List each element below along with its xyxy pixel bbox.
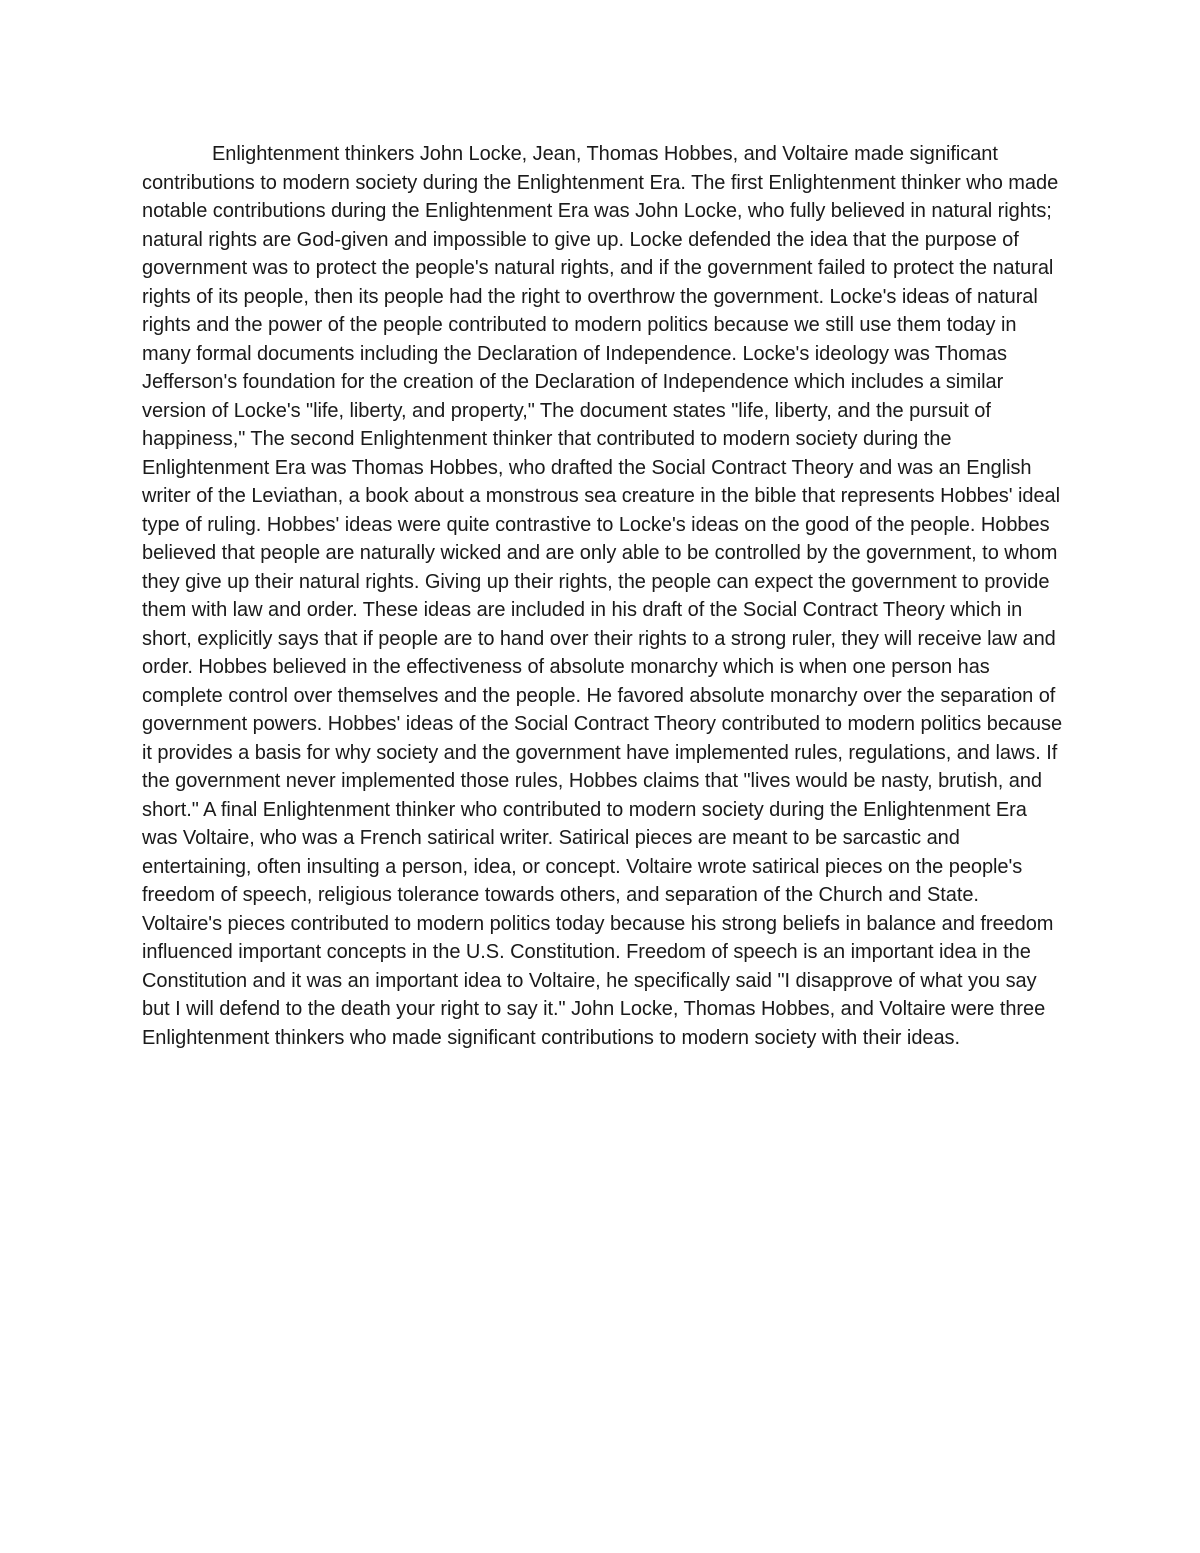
essay-paragraph: Enlightenment thinkers John Locke, Jean, Thomas Hobbes, and Voltaire made significant contributions to modern society during the Enlightenment Era. The first Enlightenment thinker who made notable contributions during the Enlightenment Era was John Locke, who fully believed in natural rights; natural rights are God-given and impossible to give up. Locke defended the idea that the purpose of government was to protect the people's natural rights, and if the government failed to protect the natural rights of its people, then its people had the right to overthrow the government. Locke's ideas of natural rights and the power of the people contributed to modern politics because we still use them today in many formal documents including the Declaration of Independence. Locke's ideology was Thomas Jefferson's foundation for the creation of the Declaration of Independence which includes a similar version of Locke's "life, liberty, and property," The document states "life, liberty, and the pursuit of happiness," The second Enlightenment thinker that contributed to modern society during the Enlightenment Era was Thomas Hobbes, who drafted the Social Contract Theory and was an English writer of the Leviathan, a book about a monstrous sea creature in the bible that represents Hobbes' ideal type of ruling. Hobbes' ideas were quite contrastive to Locke's ideas on the good of the people. Hobbes believed that people are naturally wicked and are only able to be controlled by the government, to whom they give up their natural rights. Giving up their rights, the people can expect the government to provide them with law and order. These ideas are included in his draft of the Social Contract Theory which in short, explicitly says that if people are to hand over their rights to a strong ruler, they will receive law and order. Hobbes believed in the effectiveness of absolute monarchy which is when one person has complete control over themselves and the people. He favored absolute monarchy over the separation of government powers. Hobbes' ideas of the Social Contract Theory contributed to modern politics because it provides a basis for why society and the government have implemented rules, regulations, and laws. If the government never implemented those rules, Hobbes claims that "lives would be nasty, brutish, and short." A final Enlightenment thinker who contributed to modern society during the Enlightenment Era was Voltaire, who was a French satirical writer. Satirical pieces are meant to be sarcastic and entertaining, often insulting a person, idea, or concept. Voltaire wrote satirical pieces on the people's freedom of speech, religious tolerance towards others, and separation of the Church and State. Voltaire's pieces contributed to modern politics today because his strong beliefs in balance and freedom influenced important concepts in the U.S. Constitution. Freedom of speech is an important idea in the Constitution and it was an important idea to Voltaire, he specifically said "I disapprove of what you say but I will defend to the death your right to say it." John Locke, Thomas Hobbes, and Voltaire were three Enlightenment thinkers who made significant contributions to modern society with their ideas.	[142, 143, 1063, 1049]
